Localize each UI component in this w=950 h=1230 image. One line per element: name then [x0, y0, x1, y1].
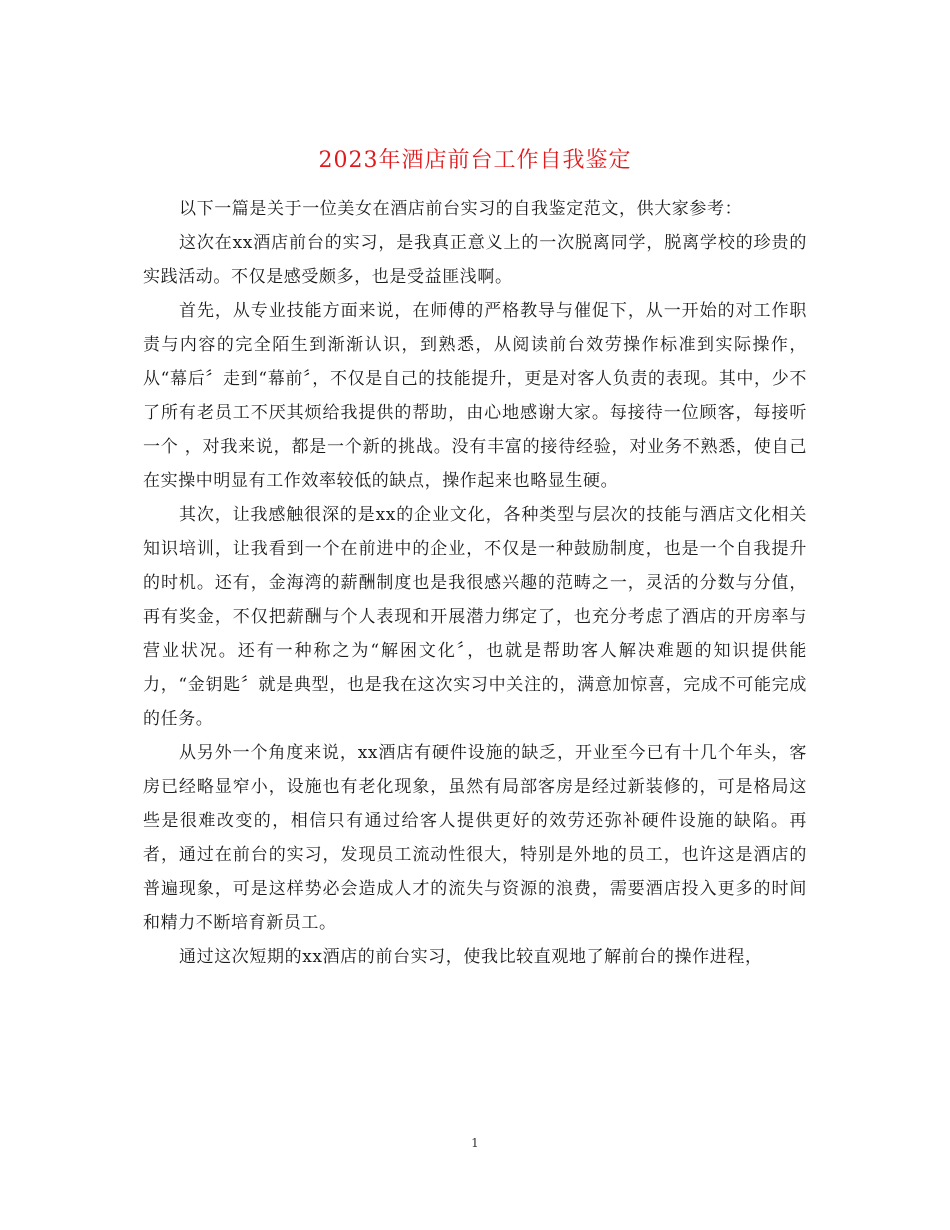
- document-title: 2023年酒店前台工作自我鉴定: [318, 148, 632, 173]
- paragraph-skills: 首先，从专业技能方面来说，在师傅的严格教导与催促下，从一开始的对工作职责与内容的完全陌生到渐渐认识，到熟悉，从阅读前台效劳操作标准到实际操作，从“幕后〞走到“幕前〞，不仅是自己的技能提升，更是对客人负责的表现。其中，少不了所有老员工不厌其烦给我提供的帮助，由心地感谢大家。每接待一位顾客，每接听一个 ，对我来说，都是一个新的挑战。没有丰富的接待经验，对业务不熟悉，使自己在实操中明显有工作效率较低的缺点，操作起来也略显生硬。: [143, 301, 807, 491]
- paragraph-summary: 通过这次短期的xx酒店的前台实习，使我比较直观地了解前台的操作进程，: [179, 947, 763, 967]
- paragraph-culture: 其次，让我感触很深的是xx的企业文化，各种类型与层次的技能与酒店文化相关知识培训，让我看到一个在前进中的企业，不仅是一种鼓励制度，也是一个自我提升的时机。还有，金海湾的薪酬制度也是我很感兴趣的范畴之一，灵活的分数与分值，再有奖金，不仅把薪酬与个人表现和开展潜力绑定了，也充分考虑了酒店的开房率与营业状况。还有一种称之为“解困文化〞，也就是帮助客人解决难题的知识提供能力，“金钥匙〞就是典型，也是我在这次实习中关注的，满意加惊喜，完成不可能完成的任务。: [143, 505, 807, 729]
- paragraph-facilities: 从另外一个角度来说，xx酒店有硬件设施的缺乏，开业至今已有十几个年头，客房已经略显窄小，设施也有老化现象，虽然有局部客房是经过新装修的，可是格局这些是很难改变的，相信只有通过给客人提供更好的效劳还弥补硬件设施的缺陷。再者，通过在前台的实习，发现员工流动性很大，特别是外地的员工，也许这是酒店的普遍现象，可是这样势必会造成人才的流失与资源的浪费，需要酒店投入更多的时间和精力不断培育新员工。: [143, 743, 807, 933]
- document-body: [143, 192, 807, 974]
- paragraph-internship: 这次在xx酒店前台的实习，是我真正意义上的一次脱离同学，脱离学校的珍贵的实践活动。不仅是感受颇多，也是受益匪浅啊。: [143, 233, 807, 287]
- paragraph-intro: 以下一篇是关于一位美女在酒店前台实习的自我鉴定范文，供大家参考：: [179, 199, 743, 219]
- page-number: 1: [471, 1136, 479, 1150]
